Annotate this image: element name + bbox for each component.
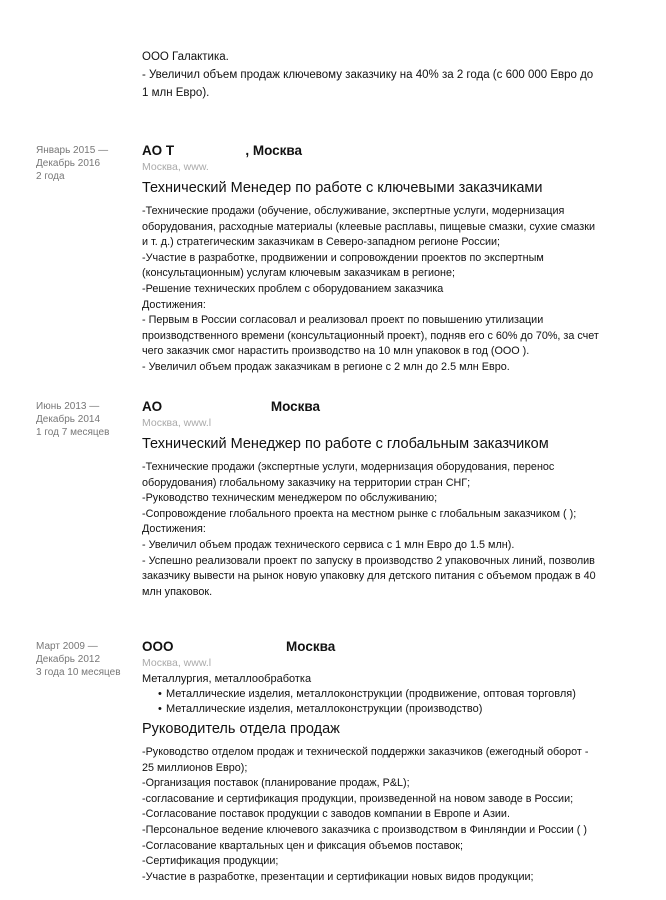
duration: 3 года 10 месяцев <box>36 667 121 678</box>
date-end: Декабрь 2014 <box>36 414 101 425</box>
job-description <box>142 745 602 885</box>
company-location: Москва, www. <box>142 161 209 173</box>
description-line: -Организация поставок (планирование продаж, P&L); <box>142 777 410 790</box>
description-line: -Решение технических проблем с оборудованием заказчика <box>142 282 444 295</box>
job-content <box>142 638 602 885</box>
description-line: -согласование и сертификация продукции, произведенной на новом заводе в России; <box>142 792 574 805</box>
date-start: Март 2009 — <box>36 641 98 652</box>
intro-line: ООО Галактика. <box>142 51 229 63</box>
subindustry-item: • Металлические изделия, металлоконструкции (производство) <box>166 702 602 717</box>
job-content <box>142 398 602 600</box>
description-line: -Сертификация продукции; <box>142 855 279 868</box>
intro-line: - Увеличил объем продаж ключевому заказчику на 40% за 2 года (с 600 000 Евро до 1 млн Евро). <box>142 69 594 99</box>
description-line: -Согласование поставок продукции с заводов компании в Европе и Азии. <box>142 808 510 821</box>
job-description <box>142 460 602 600</box>
position-title: Технический Менеджер по работе с глобальным заказчиком <box>142 436 549 452</box>
job-description <box>142 204 602 376</box>
description-line: - Успешно реализовали проект по запуску в производство 2 упаковочных линий, позволив заказчику вывести на рынок новую упаковку для детского питания с объемом продаж в 40 млн упаковок. <box>142 554 596 598</box>
company-name[interactable]: ООО Москва <box>142 639 336 654</box>
job-content <box>142 142 602 376</box>
description-line: - Первым в России согласовал и реализовал проект по повышению утилизации производственного времени (консультационный проект), подняв его с 60% до 70%, за счет чего заказчик смог нарастить производство на 10 млн упаковок в год (ООО ). <box>142 314 599 358</box>
date-start: Январь 2015 — <box>36 145 109 156</box>
date-end: Декабрь 2012 <box>36 654 101 665</box>
description-line: -Участие в разработке, презентации и сертификации новых видов продукции; <box>142 870 534 883</box>
position-title: Технический Менедер по работе с ключевыми заказчиками <box>142 180 543 196</box>
job-dates <box>36 640 136 679</box>
company-name[interactable]: АО Москва <box>142 399 321 414</box>
date-end: Декабрь 2016 <box>36 158 101 169</box>
description-line: -Руководство техническим менеджером по обслуживанию; <box>142 492 438 505</box>
company-location: Москва, www.l <box>142 657 212 669</box>
description-line: -Руководство отделом продаж и технической поддержки заказчиков (ежегодный оборот - 25 миллионов Евро); <box>142 746 589 774</box>
date-start: Июнь 2013 — <box>36 401 100 412</box>
subindustry-item: • Металлические изделия, металлоконструкции (продвижение, оптовая торговля) <box>166 687 602 702</box>
job-dates <box>36 144 136 183</box>
description-line: -Участие в разработке, продвижении и сопровождении проектов по экспертным (консультационным) услугам ключевым заказчикам в регионе; <box>142 251 544 280</box>
description-line: -Согласование квартальных цен и фиксация объемов поставок; <box>142 839 463 852</box>
intro-section <box>142 48 602 102</box>
description-line: Достижения: <box>142 523 206 536</box>
description-line: - Увеличил объем продаж заказчикам в регионе с 2 млн до 2.5 млн Евро. <box>142 360 510 373</box>
description-line: -Сопровождение глобального проекта на местном рынке с глобальным заказчиком ( ); <box>142 507 577 520</box>
duration: 1 год 7 месяцев <box>36 427 110 438</box>
description-line: -Технические продажи (обучение, обслуживание, экспертные услуги, модернизация оборудования, расходные материалы (клеевые расплавы, пищевые смазки, сухие смазки и т. д.) стратегическим заказчикам в Северо-западном регионе России; <box>142 205 595 249</box>
description-line: Достижения: <box>142 298 206 311</box>
description-line: -Технические продажи (экспертные услуги, модернизация оборудования, перенос оборудования) глобальному заказчику на территории стран СНГ; <box>142 461 555 489</box>
description-line: -Персональное ведение ключевого заказчика с производством в Финляндии и России ( ) <box>142 823 587 836</box>
industry-label: Металлургия, металлообработка <box>142 673 312 685</box>
subindustry-list <box>142 687 602 717</box>
description-line: - Увеличил объем продаж технического сервиса с 1 млн Евро до 1.5 млн). <box>142 538 515 551</box>
position-title: Руководитель отдела продаж <box>142 721 340 737</box>
company-location: Москва, www.l <box>142 417 212 429</box>
duration: 2 года <box>36 171 65 182</box>
company-name[interactable]: АО Т , Москва <box>142 143 303 158</box>
job-dates <box>36 400 136 439</box>
